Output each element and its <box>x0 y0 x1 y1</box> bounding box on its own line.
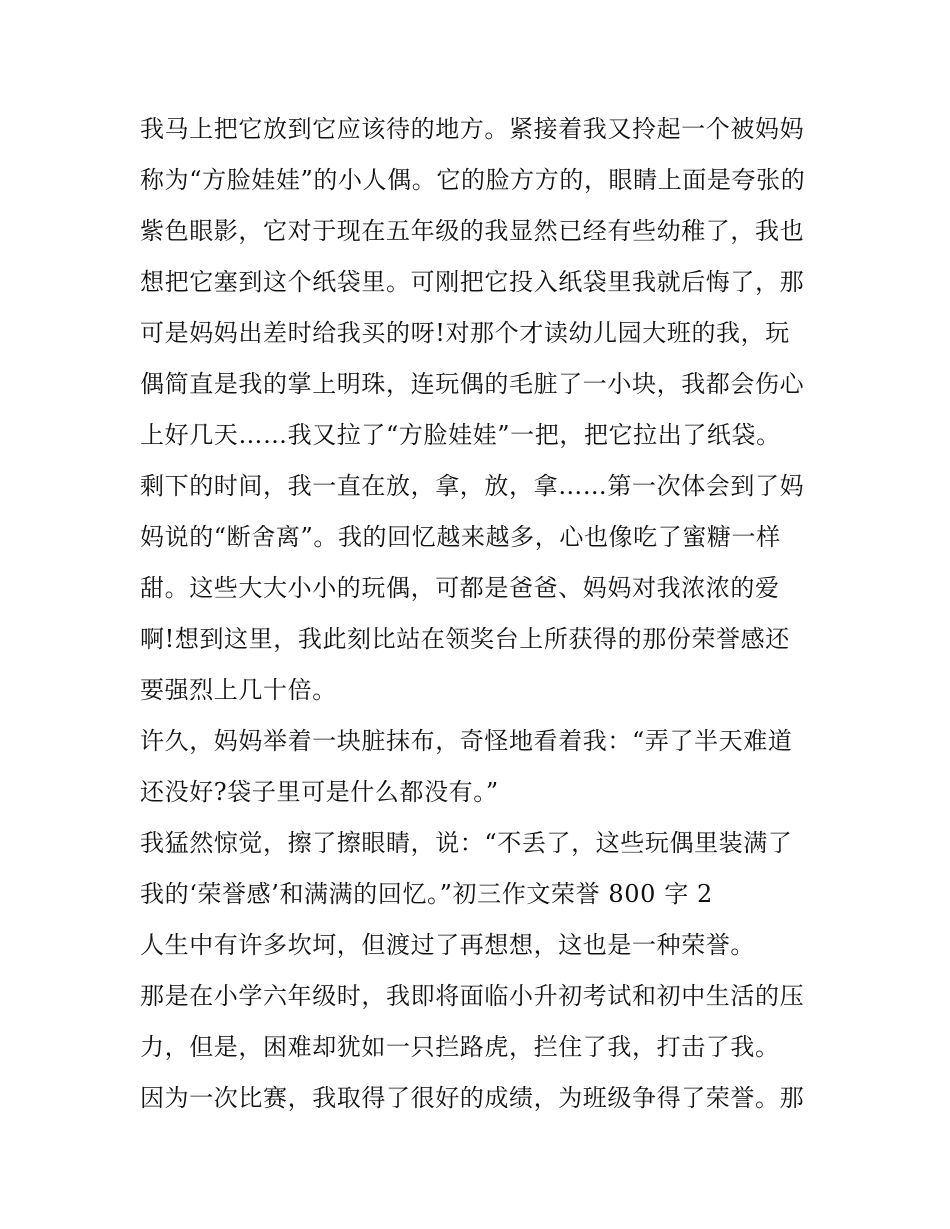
text-line: 上好几天……我又拉了“方脸娃娃”一把，把它拉出了纸袋。 <box>140 421 781 449</box>
text-line: 我马上把它放到它应该待的地方。紧接着我又拎起一个被妈妈 <box>140 115 805 143</box>
text-line: 妈说的“断舍离”。我的回忆越来越多，心也像吃了蜜糖一样 <box>140 523 781 551</box>
text-line: 称为“方脸娃娃”的小人偶。它的脸方方的，眼睛上面是夸张的 <box>140 166 806 194</box>
text-line: 紫色眼影，它对于现在五年级的我显然已经有些幼稚了，我也 <box>140 217 805 245</box>
essay-text <box>140 104 820 1124</box>
text-line: 甜。这些大大小小的玩偶，可都是爸爸、妈妈对我浓浓的爱 <box>140 574 780 602</box>
text-line: 剩下的时间，我一直在放，拿，放，拿……第一次体会到了妈 <box>140 472 805 500</box>
text-line: 要强烈上几十倍。 <box>140 676 337 704</box>
text-line: 我的‘荣誉感’和满满的回忆。”初三作文荣誉 800 字 2 <box>140 880 713 908</box>
text-line: 因为一次比赛，我取得了很好的成绩，为班级争得了荣誉。那 <box>140 1084 805 1112</box>
text-line: 我猛然惊觉，擦了擦眼睛，说：“不丢了，这些玩偶里装满了 <box>140 829 793 857</box>
text-line: 偶简直是我的掌上明珠，连玩偶的毛脏了一小块，我都会伤心 <box>140 370 805 398</box>
text-line: 啊!想到这里，我此刻比站在领奖台上所获得的那份荣誉感还 <box>140 625 790 653</box>
text-line: 想把它塞到这个纸袋里。可刚把它投入纸袋里我就后悔了，那 <box>140 268 805 296</box>
text-line: 还没好?袋子里可是什么都没有。” <box>140 778 499 806</box>
text-line: 那是在小学六年级时，我即将面临小升初考试和初中生活的压 <box>140 982 805 1010</box>
text-line: 许久，妈妈举着一块脏抹布，奇怪地看着我：“弄了半天难道 <box>140 727 793 755</box>
text-line: 人生中有许多坎坷，但渡过了再想想，这也是一种荣誉。 <box>140 931 755 959</box>
text-line: 可是妈妈出差时给我买的呀!对那个才读幼儿园大班的我，玩 <box>140 319 790 347</box>
text-line: 力，但是，困难却犹如一只拦路虎，拦住了我，打击了我。 <box>140 1033 780 1061</box>
